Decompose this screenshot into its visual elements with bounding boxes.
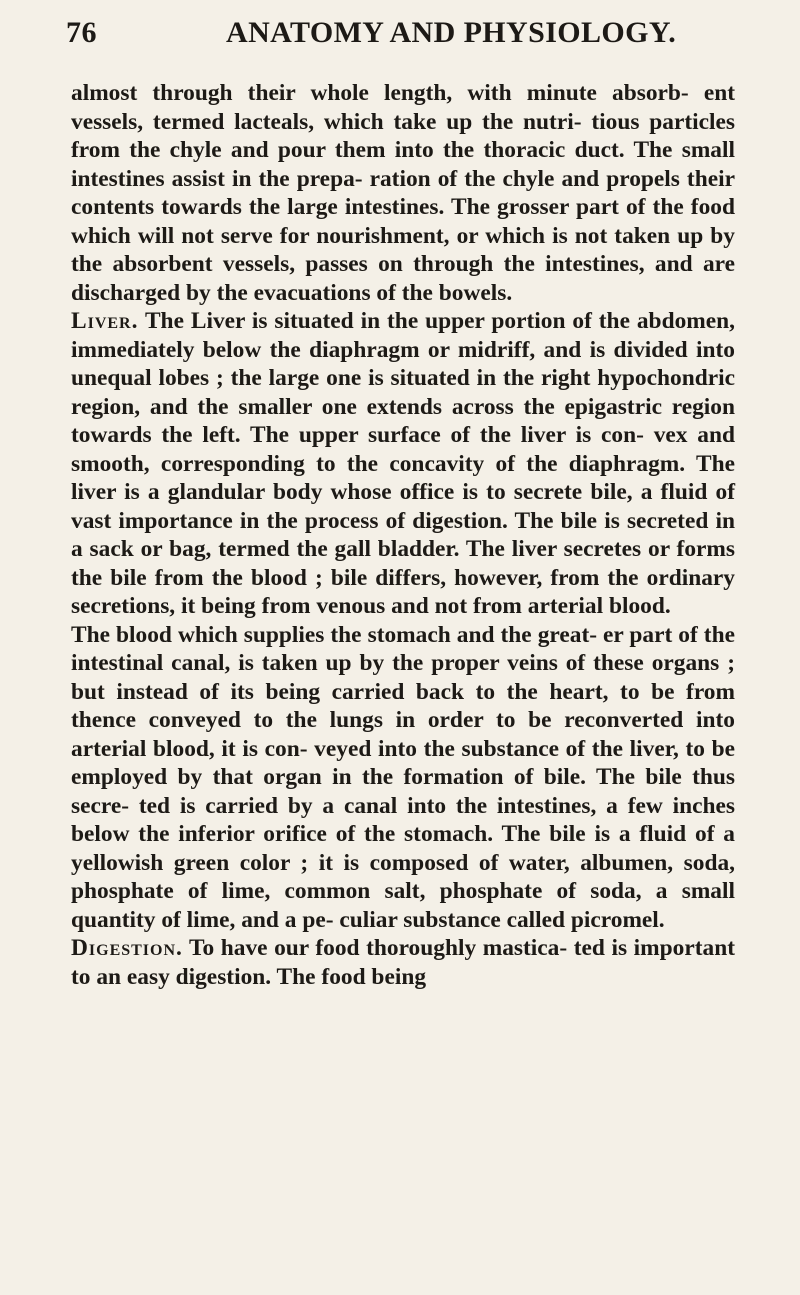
paragraph-text: To have our food thoroughly mastica- ted is important to an easy digestion. The food being [71,935,735,990]
page-header [66,16,756,56]
running-head: ANATOMY AND PHYSIOLOGY. [226,16,677,49]
paragraph-text: almost through their whole length, with minute absorb- ent vessels, termed lacteals, which take up the nutri- tious particles from the chyle and pour them into the thoracic duct. The small intestines assist in the prepa- ration of the chyle and propels their contents towards the large intestines. The grosser part of the food which will not serve for nourishment, or which is not taken up by the absorbent vessels, passes on through the intestines, and are discharged by the evacuations of the bowels. [71,80,735,306]
section-heading-digestion: Digestion. [71,935,183,961]
paragraph-text: The Liver is situated in the upper portion of the abdomen, immediately below the diaphragm or midriff, and is divided into unequal lobes ; the large one is situated in the right hypochondric region, and the smaller one extends across the epigastric region towards the left. The upper surface of the liver is con- vex and smooth, corresponding to the concavity of the diaphragm. The liver is a glandular body whose office is to secrete bile, a fluid of vast importance in the process of digestion. The bile is secreted in a sack or bag, termed the gall bladder. The liver secretes or forms the bile from the blood ; bile differs, however, from the ordinary secretions, it being from venous and not from arterial blood. [71,308,735,619]
section-heading-liver: Liver. [71,308,139,334]
page-number: 76 [66,16,97,49]
paragraph-text: The blood which supplies the stomach and the great- er part of the intestinal canal, is taken up by the proper veins of these organs ; but instead of its being carried back to the heart, to be from thence conveyed to the lungs in order to be reconverted into arterial blood, it is con- veyed into the substance of the liver, to be employed by that organ in the formation of bile. The bile thus secre- ted is carried by a canal into the intestines, a few inches below the inferior orifice of the stomach. The bile is a fluid of a yellowish green color ; it is composed of water, albumen, soda, phosphate of lime, common salt, phosphate of soda, a small quantity of lime, and a pe- culiar substance called picromel. [71,621,735,933]
paragraph-liver [71,307,735,621]
paragraph-blood-supply [71,621,735,935]
paragraph-digestion [71,934,735,991]
paragraph-lacteals [71,79,735,307]
body-text [71,79,735,991]
